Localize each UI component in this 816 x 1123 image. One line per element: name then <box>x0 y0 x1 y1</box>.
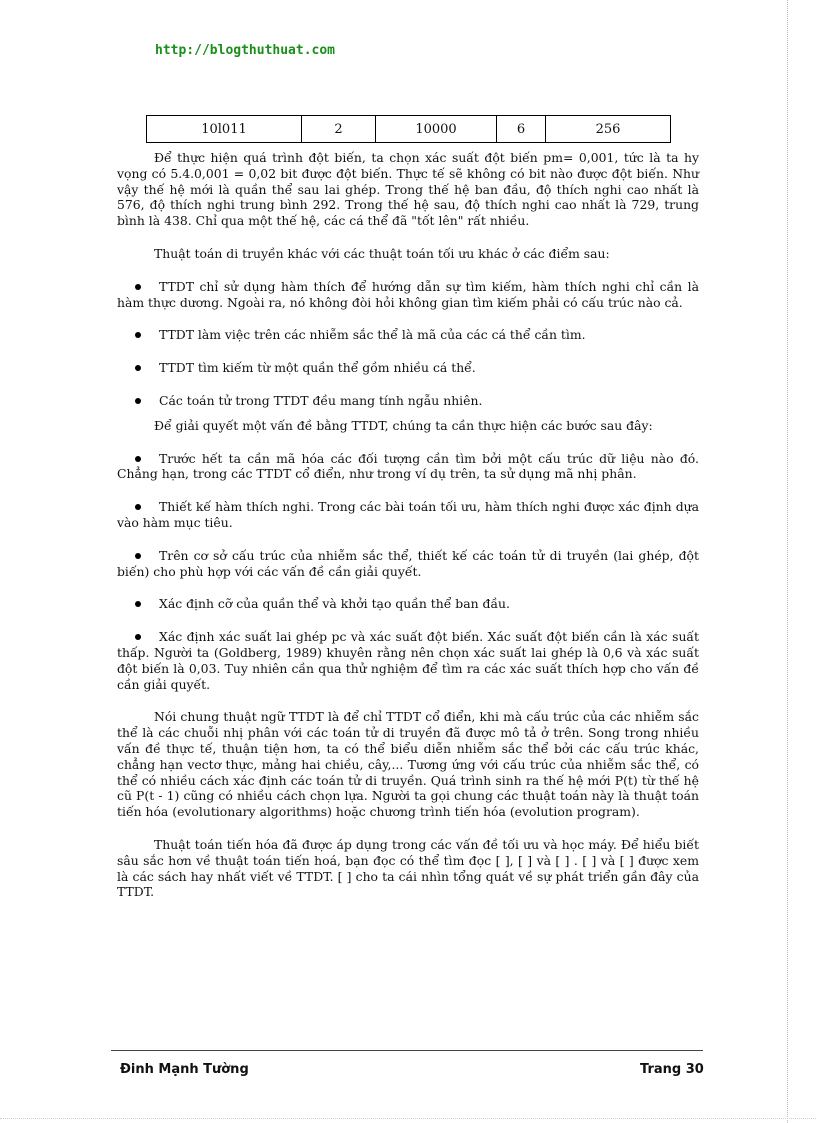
data-table <box>146 115 671 143</box>
bullet-icon <box>135 634 141 640</box>
list-item-text: Thiết kế hàm thích nghi. Trong các bài toán tối ưu, hàm thích nghi được xác định dựa vào hàm mục tiêu. <box>117 499 699 530</box>
bullet-icon <box>135 601 141 607</box>
paragraph: Để giải quyết một vấn đề bằng TTDT, chúng ta cần thực hiện các bước sau đây: <box>154 417 653 433</box>
paragraph: Thuật toán di truyền khác với các thuật toán tối ưu khác ở các điểm sau: <box>154 245 610 261</box>
bullet-icon <box>135 284 141 290</box>
list-item <box>117 548 699 580</box>
footer-divider <box>111 1050 703 1051</box>
bullet-icon <box>135 332 141 338</box>
list-item-text: Xác định cỡ của quần thể và khởi tạo quần thể ban đầu. <box>159 596 510 612</box>
list-item <box>117 393 699 409</box>
list-item-text: Trước hết ta cần mã hóa các đối tượng cần tìm bởi một cấu trúc dữ liệu nào đó. Chẳng hạn, trong các TTDT cổ điển, như trong ví dụ trên, ta sử dụng mã nhị phân. <box>117 450 699 482</box>
bullet-icon <box>135 553 141 559</box>
list-item-text: Xác định xác suất lai ghép pc và xác suất đột biến. Xác suất đột biến cần là xác suất thấp. Người ta (Goldberg, 1989) khuyên rằng nên chọn xác suất lai ghép là 0,6 và xác suất đột biến là 0,03. Tuy nhiên cần qua thử nghiệm để tìm ra các xác suất thích hợp cho vấn đề cần giải quyết. <box>117 629 699 692</box>
paragraph: Nói chung thuật ngữ TTDT là để chỉ TTDT cổ điển, khi mà cấu trúc của các nhiễm sắc thể là các chuỗi nhị phân với các toán tử di truyền đã được mô tả ở trên. Song trong nhiều vấn đề thực tế, thuận tiện hơn, ta có thể biểu diễn nhiễm sắc thể bởi các cấu trúc khác, chẳng hạn vectơ thực, mảng hai chiều, cây,... Tương ứng với cấu trúc của nhiễm sắc thể, có thể có nhiều cách xác định các toán tử di truyền. Quá trình sinh ra thế hệ mới P(t) từ thế hệ cũ P(t - 1) cũng có nhiều cách chọn lựa. Người ta gọi chung các thuật toán này là thuật toán tiến hóa (evolutionary algorithms) hoặc chương trình tiến hóa (evolution program). <box>117 709 699 820</box>
table-cell: 10l011 <box>147 116 302 143</box>
bullet-icon <box>135 504 141 510</box>
table-cell: 10000 <box>376 116 497 143</box>
paragraph: Để thực hiện quá trình đột biến, ta chọn xác suất đột biến pm= 0,001, tức là ta hy vọng có 5.4.0,001 = 0,02 bit được đột biến. Thực tế sẽ không có bit nào được đột biến. Như vậy thế hệ mới là quần thể sau lai ghép. Trong thế hệ ban đầu, độ thích nghi cao nhất là 576, độ thích nghi trung bình 292. Trong thế hệ sau, độ thích nghi cao nhất là 729, trung bình là 438. Chỉ qua một thế hệ, các cá thể đã "tốt lên" rất nhiều. <box>117 150 699 229</box>
list-item <box>117 499 699 531</box>
page-edge-divider <box>787 0 788 1123</box>
header-url[interactable]: http://blogthuthuat.com <box>155 43 336 58</box>
bullet-icon <box>135 365 141 371</box>
list-item-text: Trên cơ sở cấu trúc của nhiễm sắc thể, thiết kế các toán tử di truyền (lai ghép, đột biến) cho phù hợp với các vấn đề cần giải quyết. <box>117 547 699 579</box>
page-bottom-divider <box>0 1118 816 1119</box>
list-item <box>117 279 699 311</box>
table-row <box>147 116 671 143</box>
list-item <box>117 451 699 483</box>
table-cell: 6 <box>497 116 546 143</box>
list-item <box>117 360 699 376</box>
list-item <box>117 629 699 692</box>
list-item-text: TTDT tìm kiếm từ một quần thể gồm nhiều cá thể. <box>159 360 476 376</box>
list-item <box>117 596 699 612</box>
paragraph: Thuật toán tiến hóa đã được áp dụng trong các vấn đề tối ưu và học máy. Để hiểu biết sâu sắc hơn về thuật toán tiến hoá, bạn đọc có thể tìm đọc [ ], [ ] và [ ] . [ ] và [ ] được xem là các sách hay nhất viết về TTDT. [ ] cho ta cái nhìn tổng quát về sự phát triển gần đây của TTDT. <box>117 836 699 900</box>
document-body <box>117 150 699 900</box>
list-item <box>117 327 699 343</box>
bullet-icon <box>135 456 141 462</box>
table-cell: 2 <box>302 116 376 143</box>
list-item-text: Các toán tử trong TTDT đều mang tính ngẫu nhiên. <box>159 392 483 408</box>
table-cell: 256 <box>546 116 671 143</box>
footer-page-number: Trang 30 <box>640 1062 704 1077</box>
list-item-text: TTDT chỉ sử dụng hàm thích để hướng dẫn sự tìm kiếm, hàm thích nghi chỉ cần là hàm thực dương. Ngoài ra, nó không đòi hỏi không gian tìm kiếm phải có cấu trúc nào cả. <box>117 278 699 310</box>
bullet-icon <box>135 398 141 404</box>
footer-author: Đinh Mạnh Tường <box>120 1062 249 1077</box>
list-item-text: TTDT làm việc trên các nhiễm sắc thể là mã của các cá thể cần tìm. <box>159 327 586 343</box>
